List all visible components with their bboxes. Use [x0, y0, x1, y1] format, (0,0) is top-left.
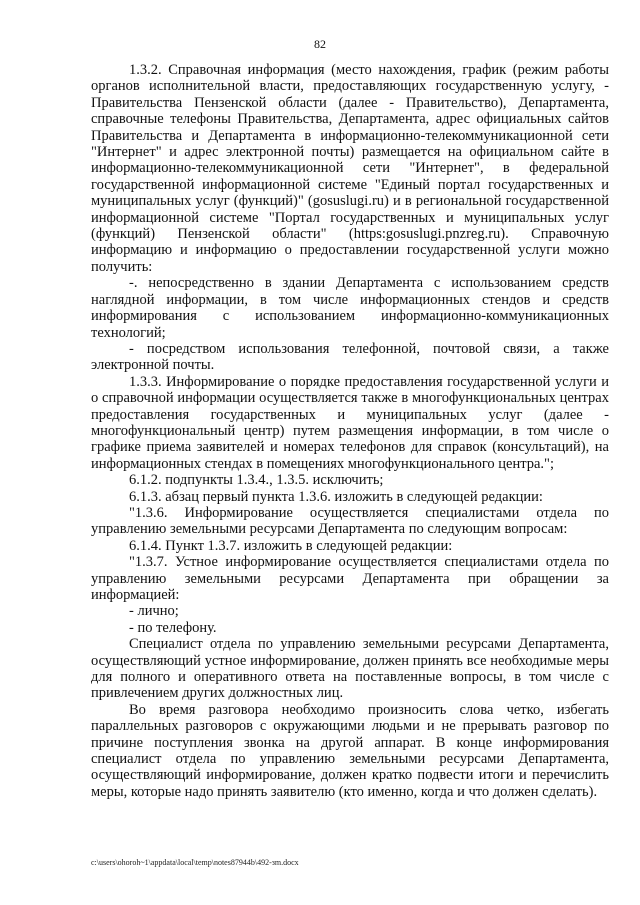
list-item-phone: - по телефону. — [129, 619, 217, 636]
page-number: 82 — [314, 37, 326, 51]
paragraph-1-3-3: 1.3.3. Информирование о порядке предоставления государственной услуги и о справочной информации осуществляется также в многофункциональных центрах предоставления государственных и муниципальных услуг (далее - многофункциональный центр) путем размещения информации, в том числе о графике приема заявителей и номерах телефонов для справок (консультаций), на информационных стендах в помещениях многофункционального центра."; — [91, 373, 609, 472]
paragraph-specialist: Специалист отдела по управлению земельными ресурсами Департамента, осуществляющий устное информирование, должен принять все необходимые меры для полного и оперативного ответа на поставленные вопросы, в том числе с привлечением других должностных лиц. — [91, 636, 609, 702]
list-item-in-building: -. непосредственно в здании Департамента с использованием средств наглядной информации, в том числе информационных стендов и средств информирования с использованием информационно-коммуникационных технологий; — [91, 275, 609, 341]
paragraph-1-3-7: "1.3.7. Устное информирование осуществляется специалистами отдела по управлению земельными ресурсами Департамента при обращении за информацией: — [91, 554, 609, 603]
list-item-by-phone-mail: - посредством использования телефонной, почтовой связи, а также электронной почты. — [91, 340, 609, 374]
paragraph-6-1-4: 6.1.4. Пункт 1.3.7. изложить в следующей редакции: — [129, 537, 453, 554]
document-body — [91, 62, 609, 800]
footer-file-path: c:\users\ohoroh~1\appdata\local\temp\notes87944b\492-зm.docx — [91, 858, 299, 867]
paragraph-1-3-6: "1.3.6. Информирование осуществляется специалистами отдела по управлению земельными ресурсами Департамента по следующим вопросам: — [91, 504, 609, 538]
paragraph-6-1-2: 6.1.2. подпункты 1.3.4., 1.3.5. исключить; — [129, 472, 384, 489]
list-item-in-person: - лично; — [129, 603, 179, 620]
paragraph-6-1-3: 6.1.3. абзац первый пункта 1.3.6. изложить в следующей редакции: — [129, 488, 543, 505]
paragraph-conversation: Во время разговора необходимо произносить слова четко, избегать параллельных разговоров с окружающими людьми и не прерывать разговор по причине поступления звонка на другой аппарат. В конце информирования специалист отдела по управлению земельными ресурсами Департамента, осуществляющий информирование, должен кратко подвести итоги и перечислить меры, которые надо принять заявителю (кто именно, когда и что должен сделать). — [91, 701, 609, 800]
paragraph-1-3-2: 1.3.2. Справочная информация (место нахождения, график (режим работы органов исполнительной власти, предоставляющих государственную услугу, - Правительства Пензенской области (далее - Правительство), Департамента, справочные телефоны Правительства, Департамента, адрес официальных сайтов Правительства и Департамента в информационно-телекоммуникационной сети "Интернет" и адрес электронной почты) размещается на официальном сайте в информационно-телекоммуникационной сети "Интернет", в федеральной государственной информационной системе "Единый портал государственных и муниципальных услуг (функций)" (gosuslugi.ru) и в региональной государственной информационной системе "Портал государственных и муниципальных услуг (функций) Пензенской области" (https:gosuslugi.pnzreg.ru). Справочную информацию и информацию о предоставлении государственной услуги можно получить: — [91, 62, 609, 275]
